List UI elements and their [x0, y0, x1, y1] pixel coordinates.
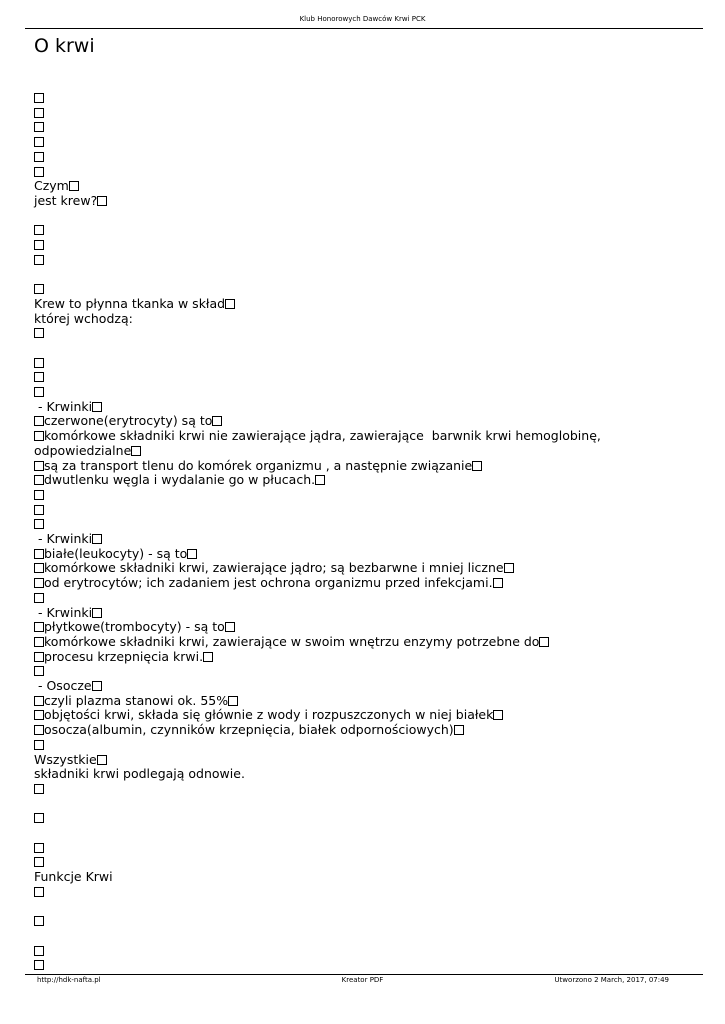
- missing-glyph-box-icon: [92, 534, 102, 544]
- missing-glyph-box-icon: [97, 755, 107, 765]
- missing-glyph-box-icon: [131, 446, 141, 456]
- missing-glyph-box-icon: [504, 563, 514, 573]
- text-line: [34, 400, 704, 415]
- missing-glyph-box-icon: [92, 608, 102, 618]
- missing-glyph-box-icon: [228, 696, 238, 706]
- text-line-content: - Krwinki: [34, 398, 93, 414]
- text-line: [34, 120, 704, 135]
- text-line-content: komórkowe składniki krwi, zawierające w swoim wnętrzu enzymy potrzebne do: [44, 633, 540, 649]
- text-line: [34, 547, 704, 562]
- text-line: [34, 91, 704, 106]
- footer-created-date: Utworzono 2 March, 2017, 07:49: [554, 976, 669, 984]
- missing-glyph-box-icon: [34, 284, 44, 294]
- text-line: [34, 767, 704, 782]
- missing-glyph-box-icon: [92, 402, 102, 412]
- text-line: [34, 958, 704, 973]
- missing-glyph-box-icon: [225, 622, 235, 632]
- missing-glyph-box-icon: [69, 181, 79, 191]
- text-line: [34, 209, 704, 224]
- text-line: [34, 797, 704, 812]
- text-line: [34, 429, 704, 444]
- text-line: [34, 679, 704, 694]
- text-line-content: osocza(albumin, czynników krzepnięcia, białek odpornościowych): [44, 722, 454, 738]
- text-line: [34, 165, 704, 180]
- text-line-content: Wszystkie: [34, 751, 97, 767]
- missing-glyph-box-icon: [454, 725, 464, 735]
- text-line-content: komórkowe składniki krwi, zawierające jądro; są bezbarwne i mniej liczne: [44, 560, 504, 576]
- text-line: [34, 753, 704, 768]
- text-line: [34, 708, 704, 723]
- missing-glyph-box-icon: [34, 387, 44, 397]
- text-line: [34, 253, 704, 268]
- text-line: [34, 855, 704, 870]
- missing-glyph-box-icon: [34, 578, 44, 588]
- missing-glyph-box-icon: [34, 725, 44, 735]
- missing-glyph-box-icon: [34, 696, 44, 706]
- text-line-content: białe(leukocyty) - są to: [44, 545, 188, 561]
- missing-glyph-box-icon: [34, 461, 44, 471]
- missing-glyph-box-icon: [34, 563, 44, 573]
- text-line: [34, 194, 704, 209]
- text-line-content: Krew to płynna tkanka w skład: [34, 295, 226, 311]
- text-line: [34, 811, 704, 826]
- missing-glyph-box-icon: [34, 637, 44, 647]
- text-line-content: jest krew?: [34, 192, 98, 208]
- text-line: [34, 576, 704, 591]
- text-line-content: Czym: [34, 178, 69, 194]
- text-line: [34, 414, 704, 429]
- text-line: [34, 503, 704, 518]
- missing-glyph-box-icon: [34, 358, 44, 368]
- missing-glyph-box-icon: [34, 887, 44, 897]
- text-line: [34, 532, 704, 547]
- footer-divider: [25, 974, 703, 975]
- text-line-content: dwutlenku węgla i wydalanie go w płucach.: [44, 472, 316, 488]
- missing-glyph-box-icon: [34, 122, 44, 132]
- missing-glyph-box-icon: [493, 578, 503, 588]
- missing-glyph-box-icon: [34, 240, 44, 250]
- missing-glyph-box-icon: [34, 549, 44, 559]
- text-line: [34, 929, 704, 944]
- text-line-content: płytkowe(trombocyty) - są to: [44, 619, 225, 635]
- missing-glyph-box-icon: [34, 255, 44, 265]
- text-line: [34, 238, 704, 253]
- text-line: [34, 561, 704, 576]
- missing-glyph-box-icon: [34, 490, 44, 500]
- missing-glyph-box-icon: [34, 225, 44, 235]
- missing-glyph-box-icon: [225, 299, 235, 309]
- missing-glyph-box-icon: [34, 505, 44, 515]
- text-line: [34, 826, 704, 841]
- missing-glyph-box-icon: [315, 475, 325, 485]
- text-line-content: - Osocze: [34, 678, 92, 694]
- text-line: [34, 312, 704, 327]
- missing-glyph-box-icon: [212, 416, 222, 426]
- text-line: [34, 444, 704, 459]
- missing-glyph-box-icon: [34, 740, 44, 750]
- text-line: [34, 282, 704, 297]
- missing-glyph-box-icon: [34, 108, 44, 118]
- missing-glyph-box-icon: [34, 519, 44, 529]
- text-line: [34, 944, 704, 959]
- text-line: [34, 782, 704, 797]
- text-line: [34, 267, 704, 282]
- page-header-site-title: Klub Honorowych Dawców Krwi PCK: [299, 15, 426, 23]
- missing-glyph-box-icon: [34, 152, 44, 162]
- footer-generator: Kreator PDF: [341, 976, 384, 984]
- missing-glyph-box-icon: [34, 784, 44, 794]
- text-line: [34, 738, 704, 753]
- text-line-content: Funkcje Krwi: [34, 869, 113, 885]
- text-line: [34, 841, 704, 856]
- missing-glyph-box-icon: [472, 461, 482, 471]
- text-line: [34, 135, 704, 150]
- missing-glyph-box-icon: [92, 681, 102, 691]
- text-line: [34, 664, 704, 679]
- text-line: [34, 900, 704, 915]
- text-line: [34, 488, 704, 503]
- missing-glyph-box-icon: [97, 196, 107, 206]
- text-line: [34, 370, 704, 385]
- text-line-content: której wchodzą:: [34, 310, 133, 326]
- missing-glyph-box-icon: [34, 475, 44, 485]
- missing-glyph-box-icon: [34, 372, 44, 382]
- footer-url: http://hdk-nafta.pl: [37, 976, 101, 984]
- header-divider: [25, 28, 703, 29]
- text-line-content: - Krwinki: [34, 604, 93, 620]
- text-line-content: składniki krwi podlegają odnowie.: [34, 766, 245, 782]
- missing-glyph-box-icon: [34, 666, 44, 676]
- text-line-content: - Krwinki: [34, 531, 93, 547]
- missing-glyph-box-icon: [187, 549, 197, 559]
- text-line-content: od erytrocytów; ich zadaniem jest ochrona organizmu przed infekcjami.: [44, 575, 493, 591]
- text-line: [34, 223, 704, 238]
- missing-glyph-box-icon: [34, 857, 44, 867]
- text-line-content: procesu krzepnięcia krwi.: [44, 648, 204, 664]
- text-line: [34, 694, 704, 709]
- text-line: [34, 473, 704, 488]
- missing-glyph-box-icon: [539, 637, 549, 647]
- missing-glyph-box-icon: [34, 813, 44, 823]
- missing-glyph-box-icon: [34, 167, 44, 177]
- missing-glyph-box-icon: [34, 137, 44, 147]
- missing-glyph-box-icon: [34, 710, 44, 720]
- text-line: [34, 356, 704, 371]
- missing-glyph-box-icon: [493, 710, 503, 720]
- text-line: [34, 341, 704, 356]
- text-line-content: czerwone(erytrocyty) są to: [44, 413, 213, 429]
- text-line-content: objętości krwi, składa się głównie z wody i rozpuszczonych w niej białek: [44, 707, 494, 723]
- text-line-content: komórkowe składniki krwi nie zawierające jądra, zawierające barwnik krwi hemoglobinę,: [44, 428, 601, 444]
- text-line: [34, 179, 704, 194]
- page-title: O krwi: [34, 35, 95, 57]
- missing-glyph-box-icon: [203, 652, 213, 662]
- text-line: [34, 591, 704, 606]
- missing-glyph-box-icon: [34, 622, 44, 632]
- missing-glyph-box-icon: [34, 416, 44, 426]
- missing-glyph-box-icon: [34, 93, 44, 103]
- text-line: [34, 517, 704, 532]
- text-line: [34, 723, 704, 738]
- text-line: [34, 106, 704, 121]
- text-line: [34, 297, 704, 312]
- text-line-content: odpowiedzialne: [34, 442, 132, 458]
- text-line: [34, 620, 704, 635]
- article-body: [34, 91, 704, 973]
- text-line-content: są za transport tlenu do komórek organizmu , a następnie związanie: [44, 457, 473, 473]
- missing-glyph-box-icon: [34, 431, 44, 441]
- text-line: [34, 606, 704, 621]
- text-line: [34, 914, 704, 929]
- missing-glyph-box-icon: [34, 960, 44, 970]
- text-line: [34, 385, 704, 400]
- missing-glyph-box-icon: [34, 946, 44, 956]
- text-line: [34, 635, 704, 650]
- missing-glyph-box-icon: [34, 916, 44, 926]
- text-line: [34, 650, 704, 665]
- missing-glyph-box-icon: [34, 652, 44, 662]
- text-line: [34, 885, 704, 900]
- text-line: [34, 150, 704, 165]
- text-line: [34, 870, 704, 885]
- text-line: [34, 459, 704, 474]
- missing-glyph-box-icon: [34, 328, 44, 338]
- missing-glyph-box-icon: [34, 843, 44, 853]
- missing-glyph-box-icon: [34, 593, 44, 603]
- text-line-content: czyli plazma stanowi ok. 55%: [44, 692, 229, 708]
- text-line: [34, 326, 704, 341]
